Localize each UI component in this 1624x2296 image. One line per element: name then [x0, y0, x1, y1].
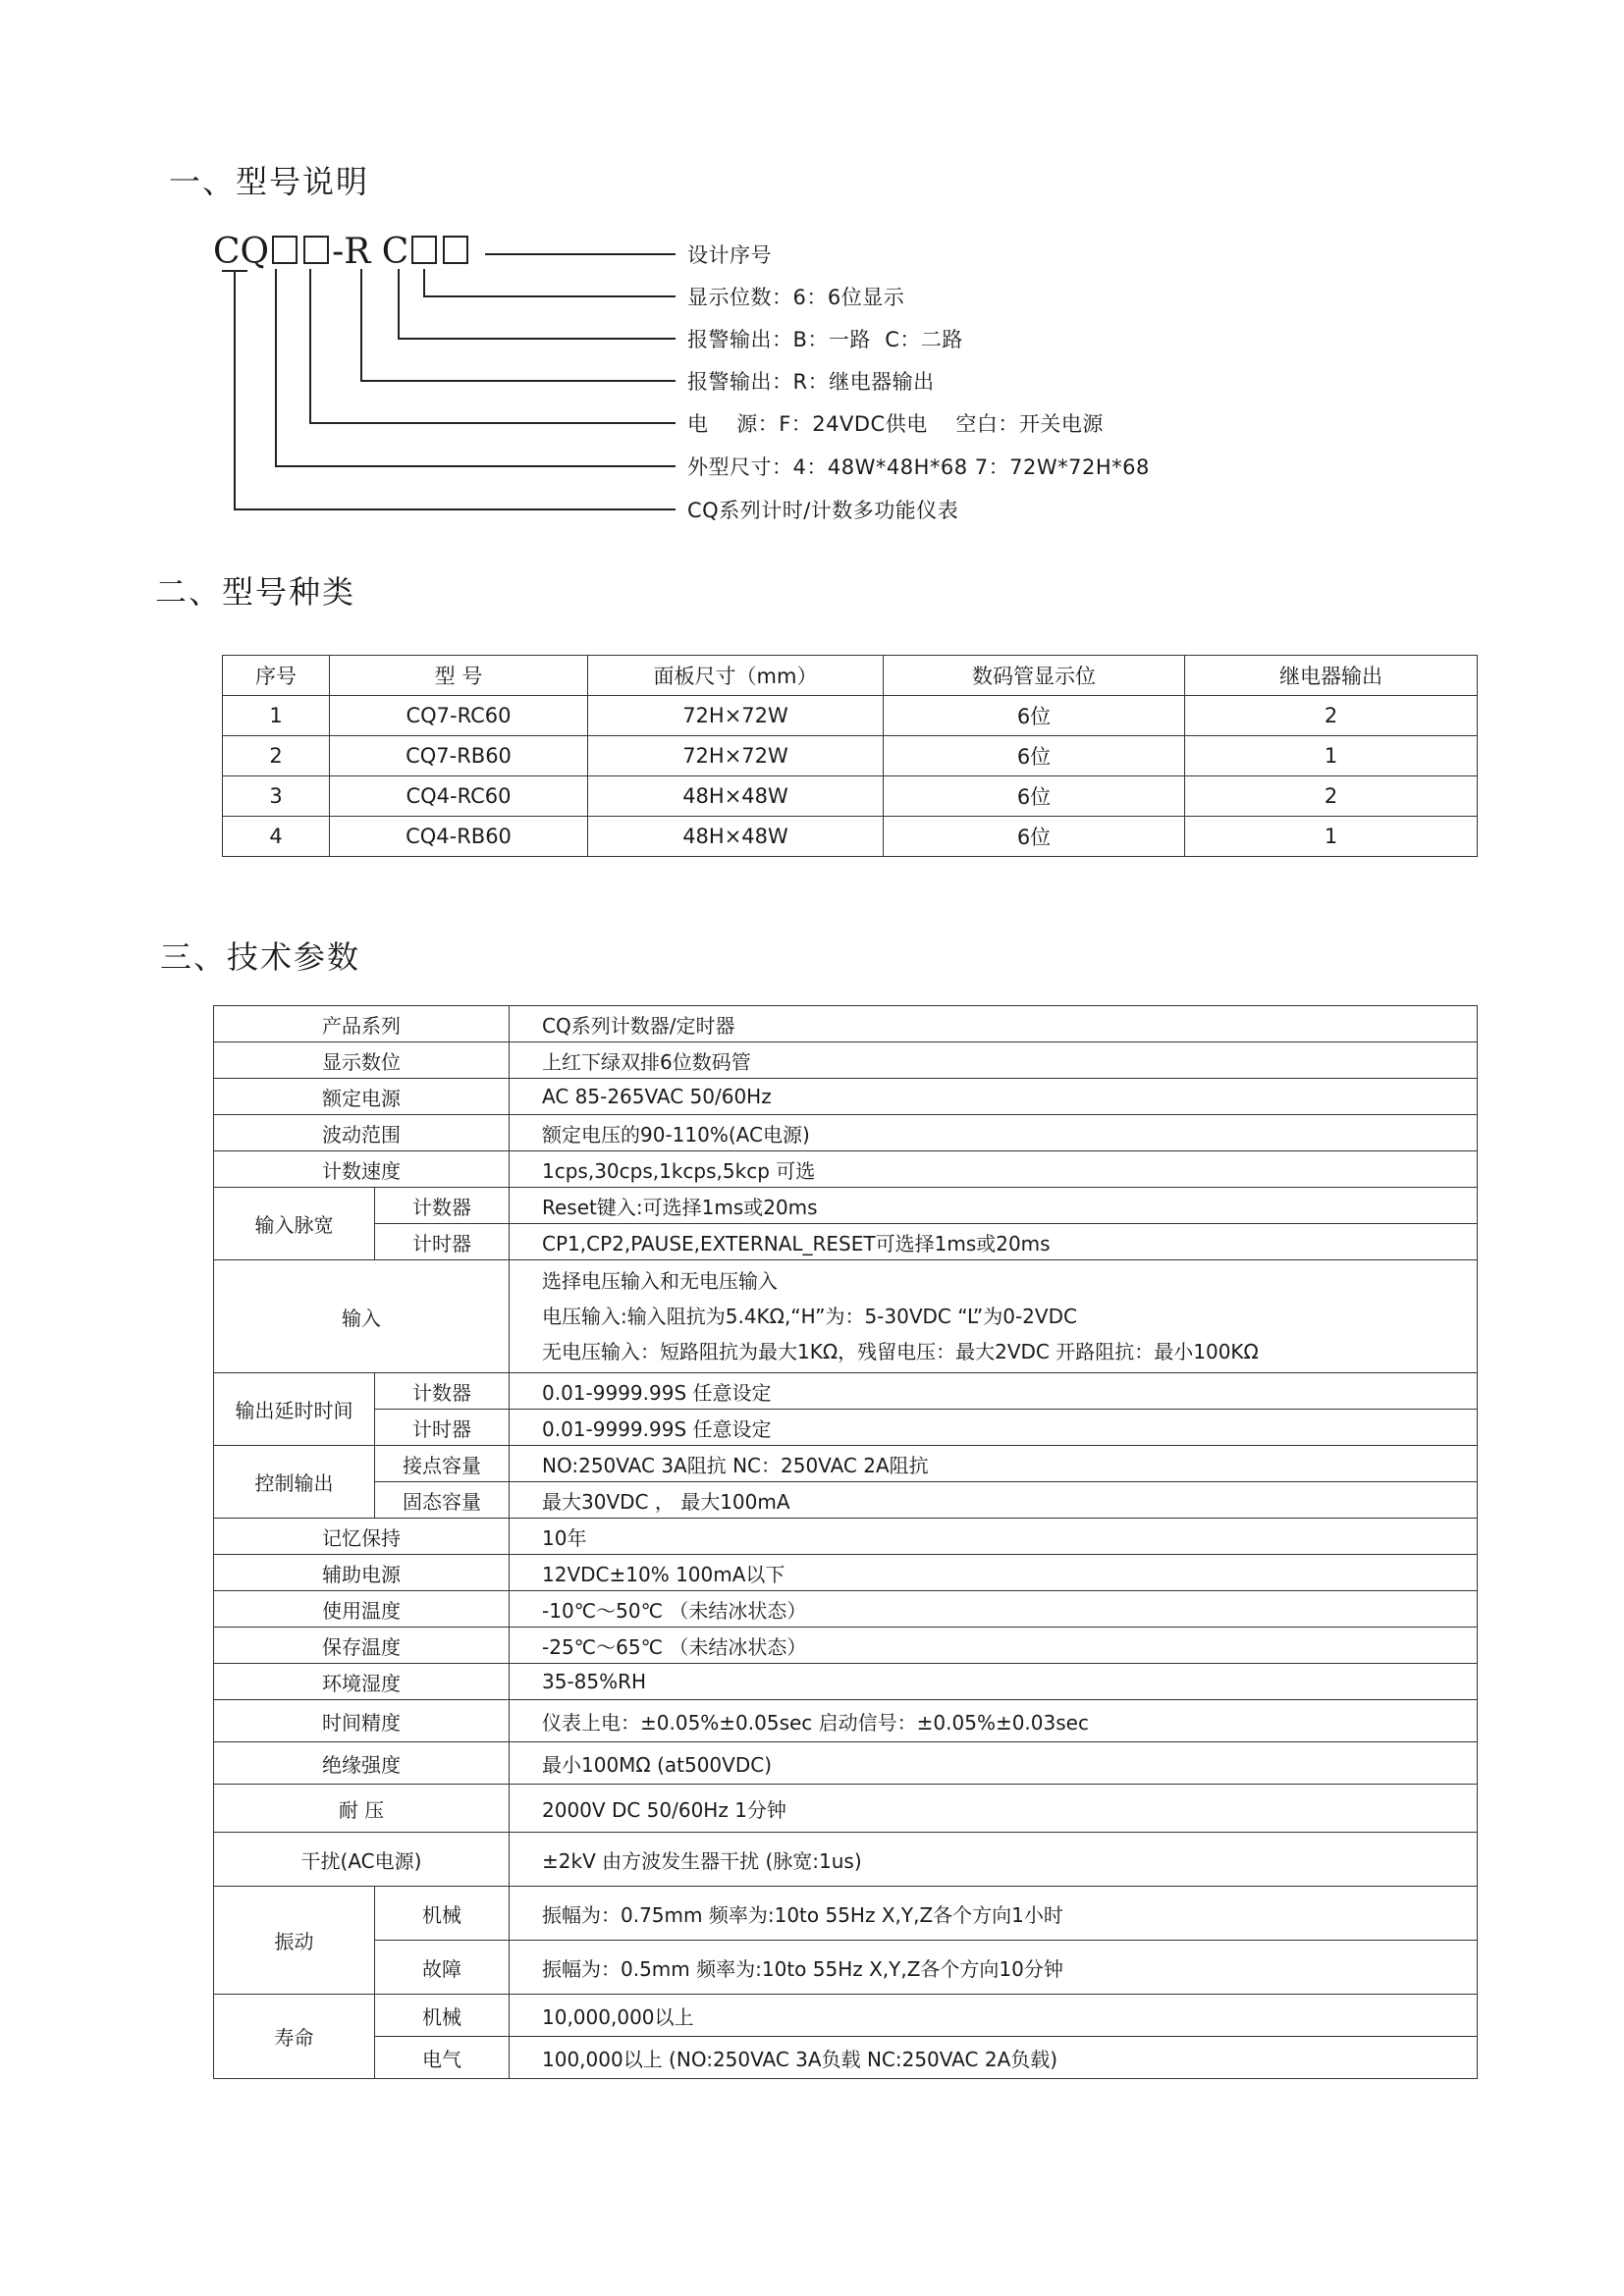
- spec-value: 0.01-9999.99S 任意设定: [510, 1373, 1478, 1410]
- spec-value: 1cps,30cps,1kcps,5kcp 可选: [510, 1151, 1478, 1188]
- spec-label: 辅助电源: [214, 1555, 510, 1591]
- leader-line-display-digits: [424, 269, 676, 296]
- diagram-label-power: 电 源：F：24VDC供电 空白：开关电源: [687, 412, 1104, 436]
- spec-row-output-delay-counter: [214, 1373, 1478, 1410]
- cell-index: 1: [223, 696, 330, 736]
- spec-row-insulation: [214, 1742, 1478, 1785]
- spec-row-fluctuation: [214, 1115, 1478, 1151]
- spec-label: 波动范围: [214, 1115, 510, 1151]
- input-line-2: 电压输入:输入阻抗为5.4KΩ,“H”为：5-30VDC “L”为0-2VDC: [542, 1305, 1077, 1328]
- spec-row-display: [214, 1042, 1478, 1079]
- diagram-label-display-digits: 显示位数：6：6位显示: [687, 286, 905, 309]
- spec-label: 干扰(AC电源): [214, 1833, 510, 1887]
- cell-display-digits: 6位: [884, 696, 1185, 736]
- spec-group-label: 寿命: [214, 1995, 375, 2079]
- section-title-model-types: 二、型号种类: [155, 573, 356, 611]
- cell-model: CQ4-RC60: [330, 776, 588, 817]
- spec-label: 显示数位: [214, 1042, 510, 1079]
- diagram-label-series: CQ系列计时/计数多功能仪表: [687, 499, 959, 522]
- spec-value: 上红下绿双排6位数码管: [510, 1042, 1478, 1079]
- spec-row-humidity: [214, 1664, 1478, 1700]
- spec-value: 最大30VDC ， 最大100mA: [510, 1482, 1478, 1519]
- spec-row-withstand: [214, 1785, 1478, 1833]
- spec-label: 额定电源: [214, 1079, 510, 1115]
- spec-group-label: 振动: [214, 1887, 375, 1995]
- spec-label: 输入: [214, 1260, 510, 1373]
- spec-sublabel: 计时器: [375, 1410, 510, 1446]
- spec-sublabel: 接点容量: [375, 1446, 510, 1482]
- spec-row-interference: [214, 1833, 1478, 1887]
- cell-display-digits: 6位: [884, 736, 1185, 776]
- spec-sublabel: 机械: [375, 1995, 510, 2037]
- spec-sublabel: 计数器: [375, 1373, 510, 1410]
- spec-value: 最小100MΩ (at500VDC): [510, 1742, 1478, 1785]
- section-title-model-description: 一、型号说明: [169, 163, 370, 200]
- spec-row-pulse-width-timer: [214, 1224, 1478, 1260]
- spec-label: 使用温度: [214, 1591, 510, 1628]
- diagram-label-alarm-type: 报警输出：B：一路 C：二路: [687, 328, 963, 351]
- leader-line-relay-output: [361, 269, 676, 381]
- spec-label: 保存温度: [214, 1628, 510, 1664]
- spec-row-product-series: [214, 1006, 1478, 1042]
- spec-value: CP1,CP2,PAUSE,EXTERNAL_RESET可选择1ms或20ms: [510, 1224, 1478, 1260]
- table-row: [223, 736, 1478, 776]
- spec-row-count-speed: [214, 1151, 1478, 1188]
- spec-row-rated-power: [214, 1079, 1478, 1115]
- spec-row-aux-power: [214, 1555, 1478, 1591]
- spec-value: AC 85-265VAC 50/60Hz: [510, 1079, 1478, 1115]
- cell-display-digits: 6位: [884, 776, 1185, 817]
- model-code-mid: -R C: [332, 232, 409, 272]
- spec-label: 产品系列: [214, 1006, 510, 1042]
- column-header: 继电器输出: [1185, 656, 1478, 696]
- model-types-table: [222, 655, 1478, 857]
- spec-value: -25℃～65℃ （未结冰状态）: [510, 1628, 1478, 1664]
- spec-row-memory: [214, 1519, 1478, 1555]
- table-row: [223, 817, 1478, 857]
- spec-row-control-output-solid: [214, 1482, 1478, 1519]
- spec-label: 时间精度: [214, 1700, 510, 1742]
- leader-line-series: [222, 271, 676, 509]
- spec-label: 记忆保持: [214, 1519, 510, 1555]
- cell-relay-output: 2: [1185, 696, 1478, 736]
- spec-row-output-delay-timer: [214, 1410, 1478, 1446]
- column-header: 面板尺寸（mm）: [588, 656, 884, 696]
- spec-label: 环境湿度: [214, 1664, 510, 1700]
- spec-row-pulse-width-counter: [214, 1188, 1478, 1224]
- spec-group-label: 输入脉宽: [214, 1188, 375, 1260]
- spec-sublabel: 电气: [375, 2037, 510, 2079]
- spec-label: 耐 压: [214, 1785, 510, 1833]
- spec-value: ±2kV 由方波发生器干扰 (脉宽:1us): [510, 1833, 1478, 1887]
- cell-index: 3: [223, 776, 330, 817]
- spec-row-use-temp: [214, 1591, 1478, 1628]
- diagram-label-size: 外型尺寸：4：48W*48H*68 7：72W*72H*68: [687, 455, 1150, 479]
- cell-model: CQ7-RC60: [330, 696, 588, 736]
- cell-panel-size: 48H×48W: [588, 776, 884, 817]
- table-header-row: [223, 656, 1478, 696]
- leader-line-size: [276, 269, 676, 466]
- spec-value: 100,000以上 (NO:250VAC 3A负载 NC:250VAC 2A负载): [510, 2037, 1478, 2079]
- model-code-prefix: CQ: [213, 232, 270, 272]
- spec-value: Reset键入:可选择1ms或20ms: [510, 1188, 1478, 1224]
- spec-value: 额定电压的90-110%(AC电源): [510, 1115, 1478, 1151]
- spec-sublabel: 计时器: [375, 1224, 510, 1260]
- cell-model: CQ4-RB60: [330, 817, 588, 857]
- spec-value: -10℃～50℃ （未结冰状态）: [510, 1591, 1478, 1628]
- spec-value: 振幅为：0.5mm 频率为:10to 55Hz X,Y,Z各个方向10分钟: [510, 1941, 1478, 1995]
- table-row: [223, 776, 1478, 817]
- spec-group-label: 输出延时时间: [214, 1373, 375, 1446]
- spec-value: 仪表上电：±0.05%±0.05sec 启动信号：±0.05%±0.03sec: [510, 1700, 1478, 1742]
- spec-sublabel: 机械: [375, 1887, 510, 1941]
- cell-panel-size: 48H×48W: [588, 817, 884, 857]
- spec-group-label: 控制输出: [214, 1446, 375, 1519]
- cell-panel-size: 72H×72W: [588, 736, 884, 776]
- leader-line-alarm-type: [399, 269, 676, 339]
- spec-row-vibration-mechanical: [214, 1887, 1478, 1941]
- spec-value: 2000V DC 50/60Hz 1分钟: [510, 1785, 1478, 1833]
- cell-index: 2: [223, 736, 330, 776]
- spec-sublabel: 计数器: [375, 1188, 510, 1224]
- spec-row-vibration-fault: [214, 1941, 1478, 1995]
- tech-params-table: [213, 1005, 1478, 2079]
- spec-value: 0.01-9999.99S 任意设定: [510, 1410, 1478, 1446]
- spec-value: 12VDC±10% 100mA以下: [510, 1555, 1478, 1591]
- input-line-1: 选择电压输入和无电压输入: [542, 1269, 778, 1293]
- column-header: 序号: [223, 656, 330, 696]
- spec-sublabel: 故障: [375, 1941, 510, 1995]
- spec-row-storage-temp: [214, 1628, 1478, 1664]
- column-header: 数码管显示位: [884, 656, 1185, 696]
- cell-relay-output: 1: [1185, 736, 1478, 776]
- spec-value: NO:250VAC 3A阻抗 NC：250VAC 2A阻抗: [510, 1446, 1478, 1482]
- cell-panel-size: 72H×72W: [588, 696, 884, 736]
- spec-sublabel: 固态容量: [375, 1482, 510, 1519]
- spec-row-life-mechanical: [214, 1995, 1478, 2037]
- spec-value: 10,000,000以上: [510, 1995, 1478, 2037]
- spec-row-control-output-contact: [214, 1446, 1478, 1482]
- cell-display-digits: 6位: [884, 817, 1185, 857]
- spec-row-input: [214, 1260, 1478, 1373]
- spec-value: CQ系列计数器/定时器: [510, 1006, 1478, 1042]
- cell-index: 4: [223, 817, 330, 857]
- spec-label: 绝缘强度: [214, 1742, 510, 1785]
- diagram-label-design-serial: 设计序号: [687, 243, 772, 267]
- table-row: [223, 696, 1478, 736]
- spec-row-time-accuracy: [214, 1700, 1478, 1742]
- spec-value: 35-85%RH: [510, 1664, 1478, 1700]
- leader-line-power: [310, 269, 676, 423]
- cell-relay-output: 1: [1185, 817, 1478, 857]
- cell-model: CQ7-RB60: [330, 736, 588, 776]
- column-header: 型 号: [330, 656, 588, 696]
- diagram-label-relay-output: 报警输出：R：继电器输出: [687, 370, 935, 394]
- spec-label: 计数速度: [214, 1151, 510, 1188]
- spec-value: 10年: [510, 1519, 1478, 1555]
- spec-value: 振幅为：0.75mm 频率为:10to 55Hz X,Y,Z各个方向1小时: [510, 1887, 1478, 1941]
- section-title-tech-params: 三、技术参数: [160, 938, 361, 976]
- spec-value-input: [510, 1260, 1478, 1373]
- cell-relay-output: 2: [1185, 776, 1478, 817]
- input-line-3: 无电压输入：短路阻抗为最大1KΩ，残留电压：最大2VDC 开路阻抗：最小100KΩ: [542, 1340, 1259, 1363]
- spec-row-life-electrical: [214, 2037, 1478, 2079]
